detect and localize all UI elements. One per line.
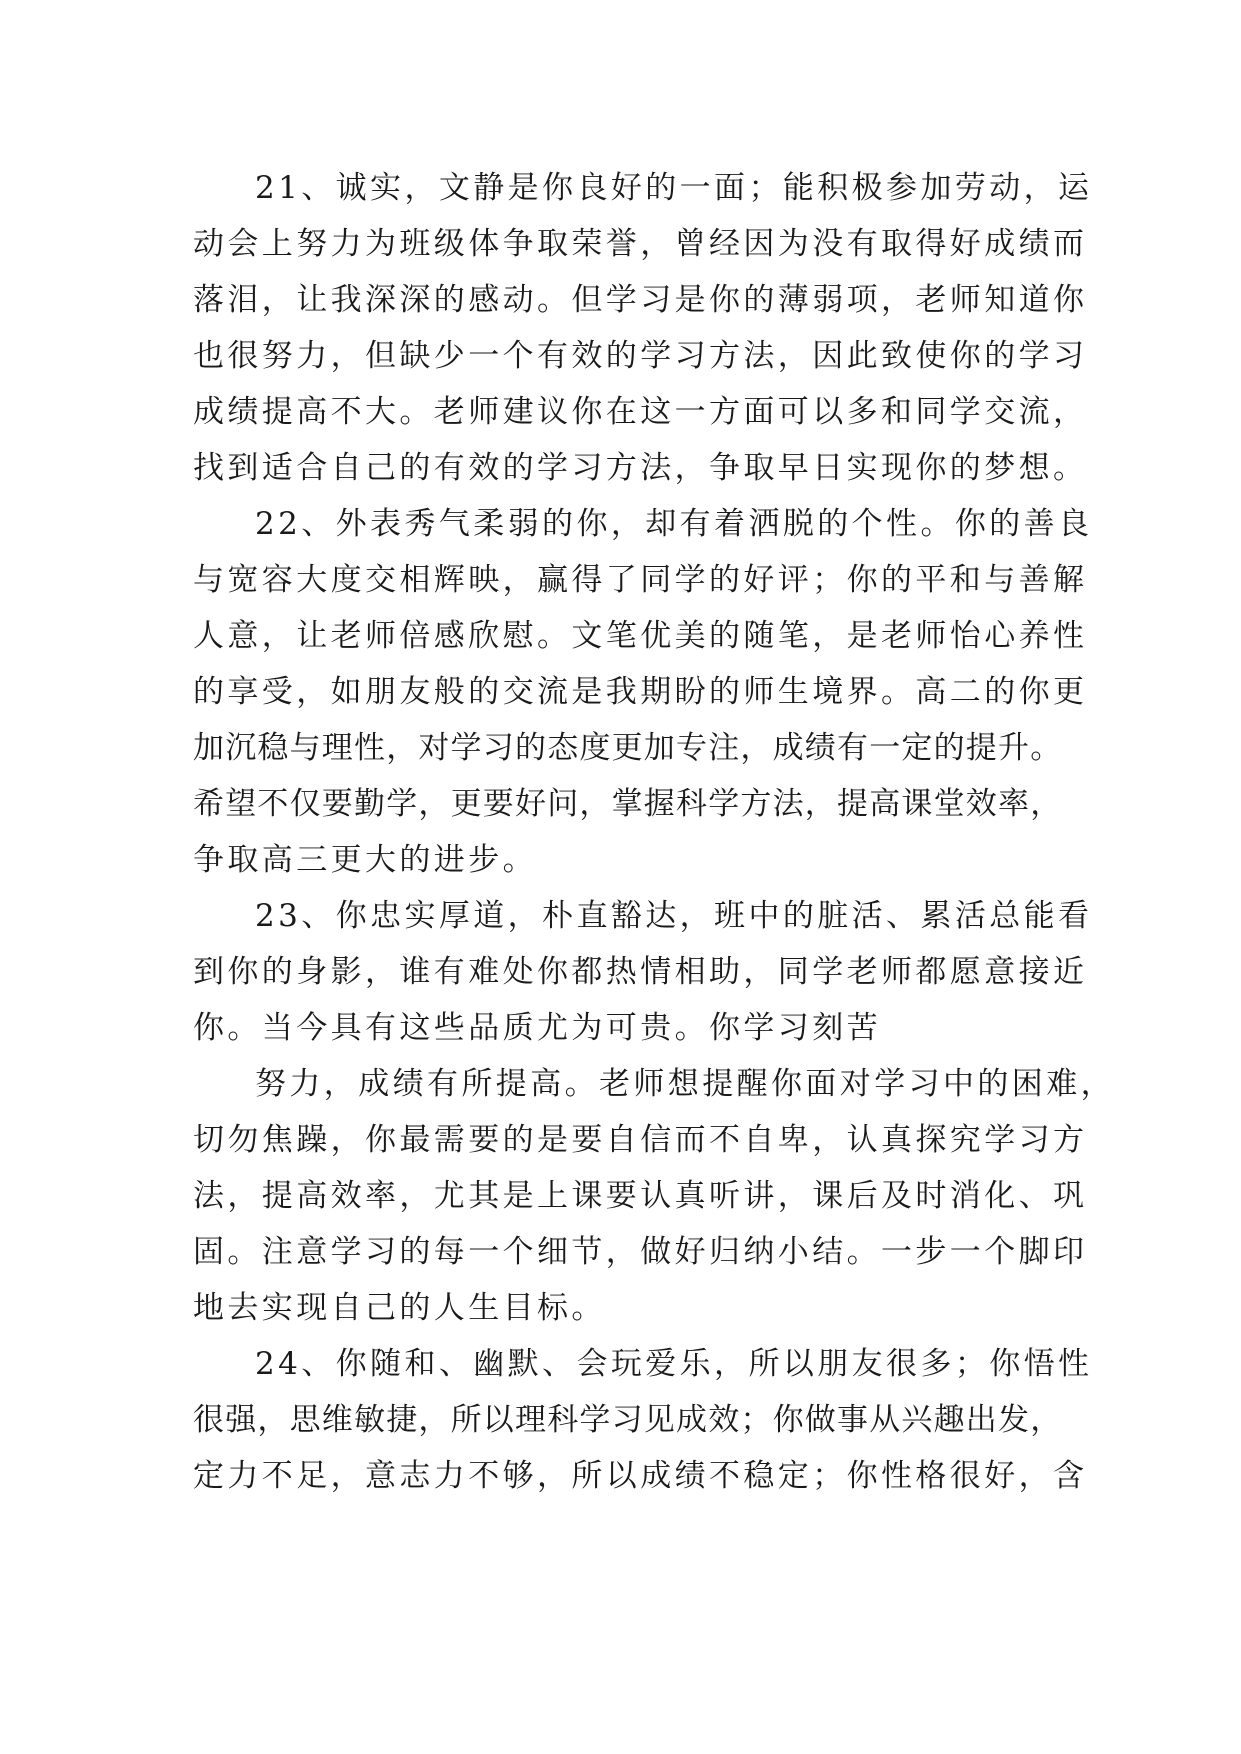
paragraph-23-line-8: 地去实现自己的人生目标。 xyxy=(193,1290,606,1326)
paragraph-23-line-1: 23、你忠实厚道，朴直豁达，班中的脏活、累活总能看 xyxy=(255,898,1093,934)
paragraph-23-line-4: 努力，成绩有所提高。老师想提醒你面对学习中的困难， xyxy=(255,1066,1115,1102)
paragraph-22-line-3: 人意，让老师倍感欣慰。文笔优美的随笔，是老师怡心养性 xyxy=(193,618,1088,654)
paragraph-21-line-4: 也很努力，但缺少一个有效的学习方法，因此致使你的学习 xyxy=(193,338,1088,374)
paragraph-23-line-5: 切勿焦躁，你最需要的是要自信而不自卑，认真探究学习方 xyxy=(193,1122,1088,1158)
paragraph-22-line-6: 希望不仅要勤学，更要好问，掌握科学方法，提高课堂效率， xyxy=(193,786,1063,822)
paragraph-21-line-6: 找到适合自己的有效的学习方法，争取早日实现你的梦想。 xyxy=(193,450,1088,486)
paragraph-22-line-2: 与宽容大度交相辉映，赢得了同学的好评；你的平和与善解 xyxy=(193,562,1088,598)
paragraph-21-line-5: 成绩提高不大。老师建议你在这一方面可以多和同学交流， xyxy=(193,394,1088,430)
paragraph-23-line-6: 法，提高效率，尤其是上课要认真听讲，课后及时消化、巩 xyxy=(193,1178,1088,1214)
paragraph-22-line-1: 22、外表秀气柔弱的你，却有着洒脱的个性。你的善良 xyxy=(255,506,1093,542)
paragraph-21-line-2: 动会上努力为班级体争取荣誉，曾经因为没有取得好成绩而 xyxy=(193,226,1088,262)
paragraph-24-line-1: 24、你随和、幽默、会玩爱乐，所以朋友很多；你悟性 xyxy=(255,1346,1093,1382)
paragraph-24-line-2: 很强，思维敏捷，所以理科学习见成效；你做事从兴趣出发， xyxy=(193,1402,1063,1438)
paragraph-23-line-2: 到你的身影，谁有难处你都热情相助，同学老师都愿意接近 xyxy=(193,954,1088,990)
paragraph-21-line-1: 21、诚实，文静是你良好的一面；能积极参加劳动，运 xyxy=(255,170,1093,206)
paragraph-21-line-3: 落泪，让我深深的感动。但学习是你的薄弱项，老师知道你 xyxy=(193,282,1088,318)
paragraph-22-line-5: 加沉稳与理性，对学习的态度更加专注，成绩有一定的提升。 xyxy=(193,730,1063,766)
paragraph-22-line-7: 争取高三更大的进步。 xyxy=(193,842,537,878)
paragraph-22-line-4: 的享受，如朋友般的交流是我期盼的师生境界。高二的你更 xyxy=(193,674,1088,710)
paragraph-23-line-3: 你。当今具有这些品质尤为可贵。你学习刻苦 xyxy=(193,1010,881,1046)
paragraph-23-line-7: 固。注意学习的每一个细节，做好归纳小结。一步一个脚印 xyxy=(193,1234,1088,1270)
paragraph-24-line-3: 定力不足，意志力不够，所以成绩不稳定；你性格很好，含 xyxy=(193,1458,1088,1494)
